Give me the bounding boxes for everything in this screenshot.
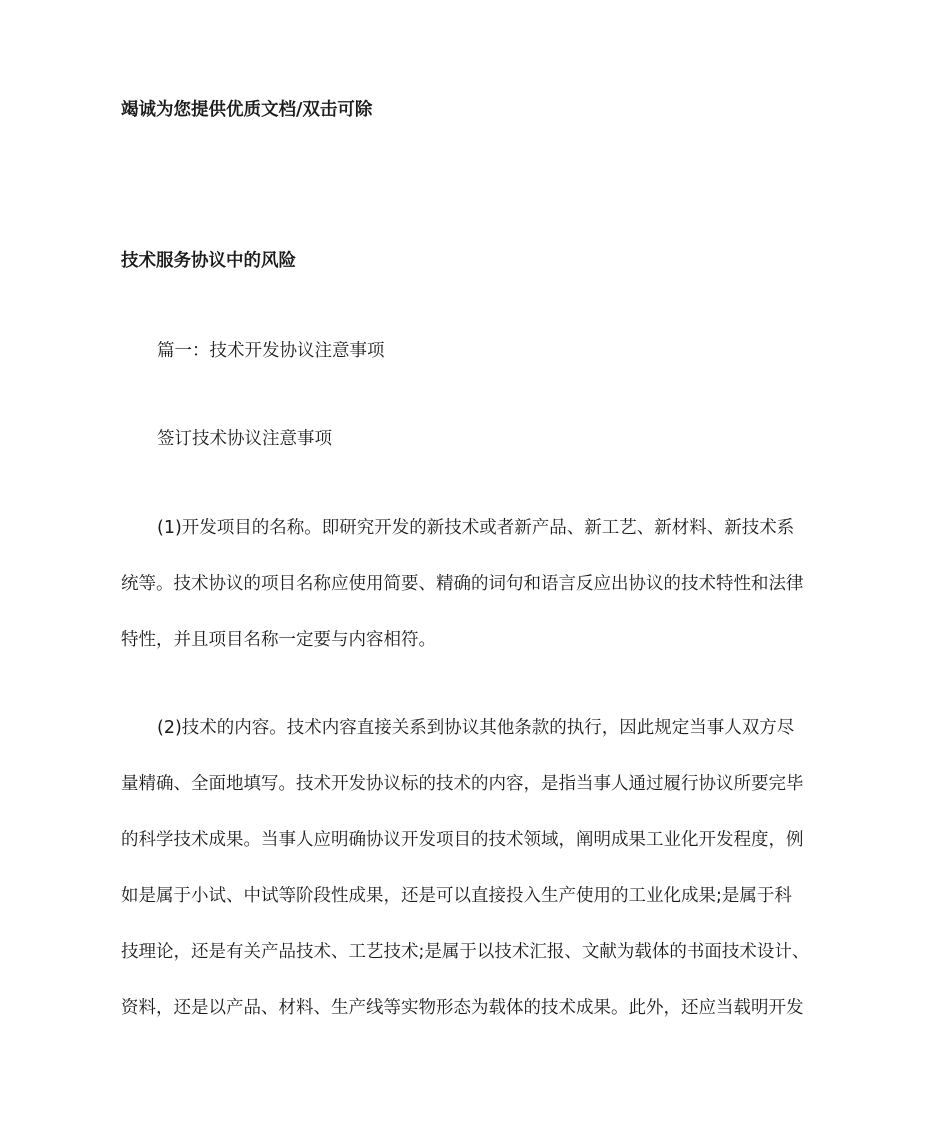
subheading: 签订技术协议注意事项 [157,429,332,449]
paragraph-line: 如是属于小试、中试等阶段性成果，还是可以直接投入生产使用的工业化成果;是属于科 [121,886,792,906]
paragraph-line: 量精确、全面地填写。技术开发协议标的技术的内容，是指当事人通过履行协议所要完毕 [121,774,804,794]
paragraph-line: 资料，还是以产品、材料、生产线等实物形态为载体的技术成果。此外，还应当载明开发 [121,998,804,1018]
header-note: 竭诚为您提供优质文档/双击可除 [121,100,373,120]
document-title: 技术服务协议中的风险 [121,251,296,271]
paragraph-line: (2)技术的内容。技术内容直接关系到协议其他条款的执行，因此规定当事人双方尽 [157,718,795,738]
paragraph-line: 的科学技术成果。当事人应明确协议开发项目的技术领域，阐明成果工业化开发程度，例 [121,830,804,850]
paragraph-line: 技理论，还是有关产品技术、工艺技术;是属于以技术汇报、文献为载体的书面技术设计、 [121,942,810,962]
paragraph-line: (1)开发项目的名称。即研究开发的新技术或者新产品、新工艺、新材料、新技术系 [157,518,795,538]
paragraph-line: 统等。技术协议的项目名称应使用简要、精确的词句和语言反应出协议的技术特性和法律 [121,574,804,594]
section-heading: 篇一：技术开发协议注意事项 [157,341,385,361]
paragraph-line: 特性，并且项目名称一定要与内容相符。 [121,630,436,650]
